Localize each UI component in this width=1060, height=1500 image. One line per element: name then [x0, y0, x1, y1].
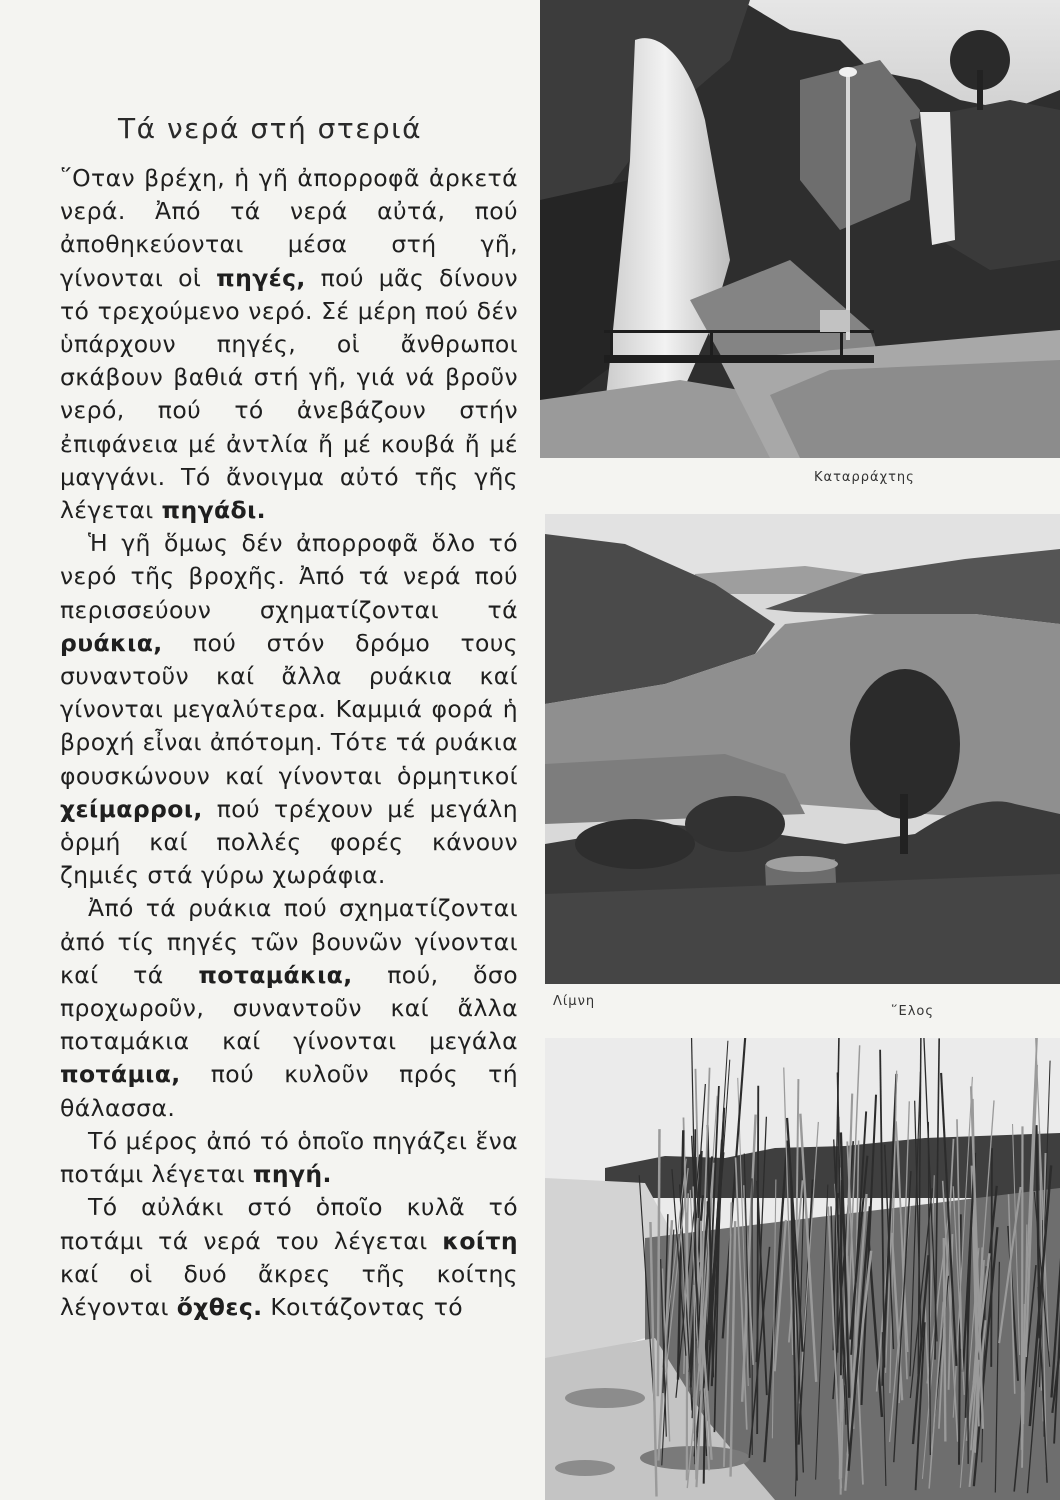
text-run: πού, ὅσο προχωροῦν, συναντοῦν καί ἄλλα ποταμάκια καί γίνονται μεγάλα [60, 960, 518, 1056]
paragraph [60, 527, 518, 892]
text-run: Ἀπό τά ρυάκια πού σχηματίζονται ἀπό τίς πηγές τῶν βουνῶν γίνονται καί τά [60, 894, 518, 989]
paragraph [60, 1191, 518, 1324]
text-run: Τό αὐλάκι στό ὁποῖο κυλᾶ τό ποτάμι τά νερά του λέγεται [60, 1193, 518, 1255]
waterfall-caption: Καταρράχτης [814, 470, 915, 485]
bold-term: ρυάκια, [60, 628, 163, 657]
bold-term: ὄχθες. [176, 1292, 263, 1321]
paragraph [60, 162, 518, 527]
body-text [60, 162, 518, 1324]
text-run: Ἡ γῆ ὅμως δέν ἀπορροφᾶ ὅλο τό νερό τῆς βροχῆς. Ἀπό τά νερά πού περισσεύουν σχηματίζονται τά [60, 529, 518, 624]
reed-stroke [968, 1287, 969, 1464]
text-run: πού κυλοῦν πρός τή θάλασσα. [60, 1060, 518, 1122]
marsh-caption: ῞Ελος [891, 1004, 934, 1019]
bold-term: πηγή. [252, 1160, 332, 1189]
text-run: Τό μέρος ἀπό τό ὁποῖο πηγάζει ἕνα ποτάμι λέγεται [60, 1126, 518, 1189]
bold-term: κοίτη [442, 1226, 518, 1255]
text-run: πού στόν δρόμο τους συναντοῦν καί ἄλλα ρυάκια καί γίνονται μεγαλύτερα. Καμμιά φορά ἡ βροχή εἶναι ἀπότομη. Τότε τά ρυάκια φουσκώνουν καί γίνονται ὁρμητικοί [60, 628, 518, 790]
reed-stroke [658, 1129, 660, 1396]
text-run: πού τρέχουν μέ μεγάλη ὁρμή καί πολλές φορές κάνουν ζημιές στά γύρω χωράφια. [60, 794, 518, 890]
paragraph [60, 1125, 518, 1191]
bold-term: ποτάμια, [60, 1060, 181, 1089]
bold-term: πηγάδι. [161, 496, 266, 525]
page-title: Τά νερά στή στεριά [118, 112, 423, 145]
bold-term: χείμαρροι, [60, 794, 203, 823]
text-run: Κοιτάζοντας τό [262, 1292, 464, 1321]
bold-term: ποταμάκια, [198, 960, 353, 989]
marsh-photo [545, 1038, 1060, 1500]
waterfall-photo [540, 0, 1060, 458]
lake-caption: Λίμνη [553, 994, 596, 1009]
lake-photo [545, 514, 1060, 984]
reed-stroke [757, 1086, 758, 1434]
reed-stroke [991, 1148, 992, 1367]
bold-term: πηγές, [216, 263, 306, 292]
text-run: ῞Οταν βρέχη, ἡ γῆ ἀπορροφᾶ ἀρκετά νερά. Ἀπό τά νερά αὐτά, πού ἀποθηκεύονται μέσα στή γῆ, γίνονται οἱ [60, 164, 518, 292]
text-run: καί οἱ δυό ἄκρες τῆς κοίτης λέγονται [60, 1259, 518, 1321]
text-run: πού μᾶς δίνουν τό τρεχούμενο νερό. Σέ μέρη πού δέν ὑπάρχουν πηγές, οἱ ἄνθρωποι σκάβουν βαθιά στή γῆ, γιά νά βροῦν νερό, πού τό ἀνεβάζουν στήν ἐπιφάνεια μέ ἀντλία ἤ μέ κουβά ἤ μέ μαγγάνι. Τό ἄνοιγμα αὐτό τῆς γῆς λέγεται [60, 263, 518, 525]
paragraph [60, 892, 518, 1124]
